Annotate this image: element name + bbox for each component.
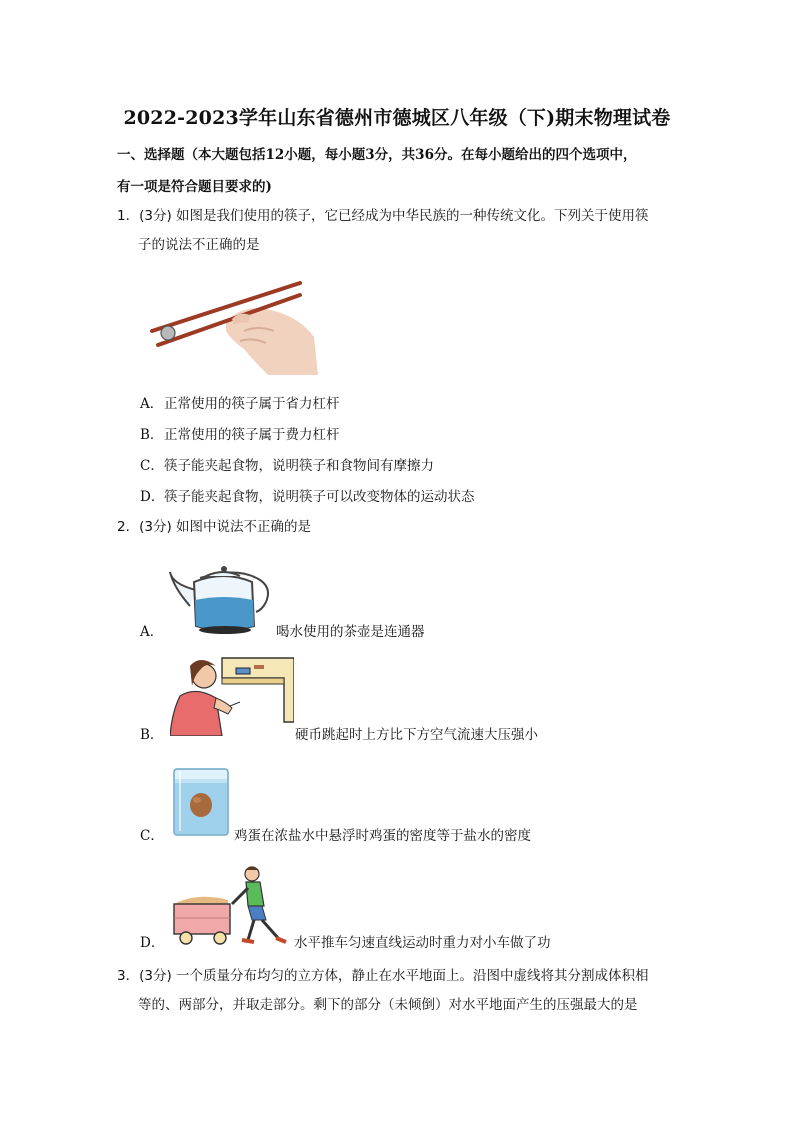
q2-option-a-text: 喝水使用的茶壶是连通器 xyxy=(276,624,425,640)
question-3-line1: 3．(3分) 一个质量分布均匀的立方体，静止在水平地面上。沿图中虚线将其分割成体积相 xyxy=(117,968,649,984)
question-1-line1: 1．(3分) 如图是我们使用的筷子，它已经成为中华民族的一种传统文化。下列关于使用筷 xyxy=(117,208,649,224)
q1-option-d xyxy=(140,487,475,507)
q1-option-a-letter: A． xyxy=(140,396,164,412)
q1-option-d-text: 筷子能夹起食物，说明筷子可以改变物体的运动状态 xyxy=(164,489,475,505)
q1-option-b-letter: B． xyxy=(140,427,164,443)
q1-option-c-letter: C． xyxy=(140,458,164,474)
q2-option-c-letter: C． xyxy=(140,828,164,844)
question-3-line2: 等的、两部分，并取走部分。剩下的部分（未倾倒）对水平地面产生的压强最大的是 xyxy=(138,997,638,1013)
section-heading-line2: 有一项是符合题目要求的) xyxy=(117,179,272,195)
q2-option-d xyxy=(140,933,551,953)
q1-option-a xyxy=(140,394,340,414)
q2-option-a-letter: A． xyxy=(140,624,164,640)
chopsticks-hand-figure xyxy=(148,275,320,375)
girl-coin-table-figure xyxy=(170,656,294,736)
q2-option-d-letter: D． xyxy=(140,935,165,951)
q1-option-c-text: 筷子能夹起食物，说明筷子和食物间有摩擦力 xyxy=(164,458,434,474)
q2-option-d-text: 水平推车匀速直线运动时重力对小车做了功 xyxy=(294,935,551,951)
question-1-line2: 子的说法不正确的是 xyxy=(138,237,260,253)
q2-option-c xyxy=(140,826,531,846)
q2-option-b-text: 硬币跳起时上方比下方空气流速大压强小 xyxy=(295,727,538,743)
question-1 xyxy=(117,202,682,260)
q1-option-b xyxy=(140,425,340,445)
question-3 xyxy=(117,962,682,1020)
exam-title: 2022-2023学年山东省德州市德城区八年级（下)期末物理试卷 xyxy=(123,107,671,129)
q2-option-b xyxy=(140,725,538,745)
q1-option-d-letter: D． xyxy=(140,489,165,505)
q2-option-b-letter: B． xyxy=(140,727,164,743)
q2-option-c-text: 鸡蛋在浓盐水中悬浮时鸡蛋的密度等于盐水的密度 xyxy=(234,828,531,844)
question-2 xyxy=(117,513,682,542)
q2-option-a xyxy=(140,622,425,642)
q1-option-a-text: 正常使用的筷子属于省力杠杆 xyxy=(164,396,340,412)
section-heading xyxy=(117,139,677,203)
q1-option-b-text: 正常使用的筷子属于费力杠杆 xyxy=(164,427,340,443)
question-2-line1: 2．(3分) 如图中说法不正确的是 xyxy=(117,519,312,535)
section-heading-line1: 一、选择题（本大题包括12小题，每小题3分，共36分。在每小题给出的四个选项中， xyxy=(117,147,637,163)
q1-option-c xyxy=(140,456,434,476)
